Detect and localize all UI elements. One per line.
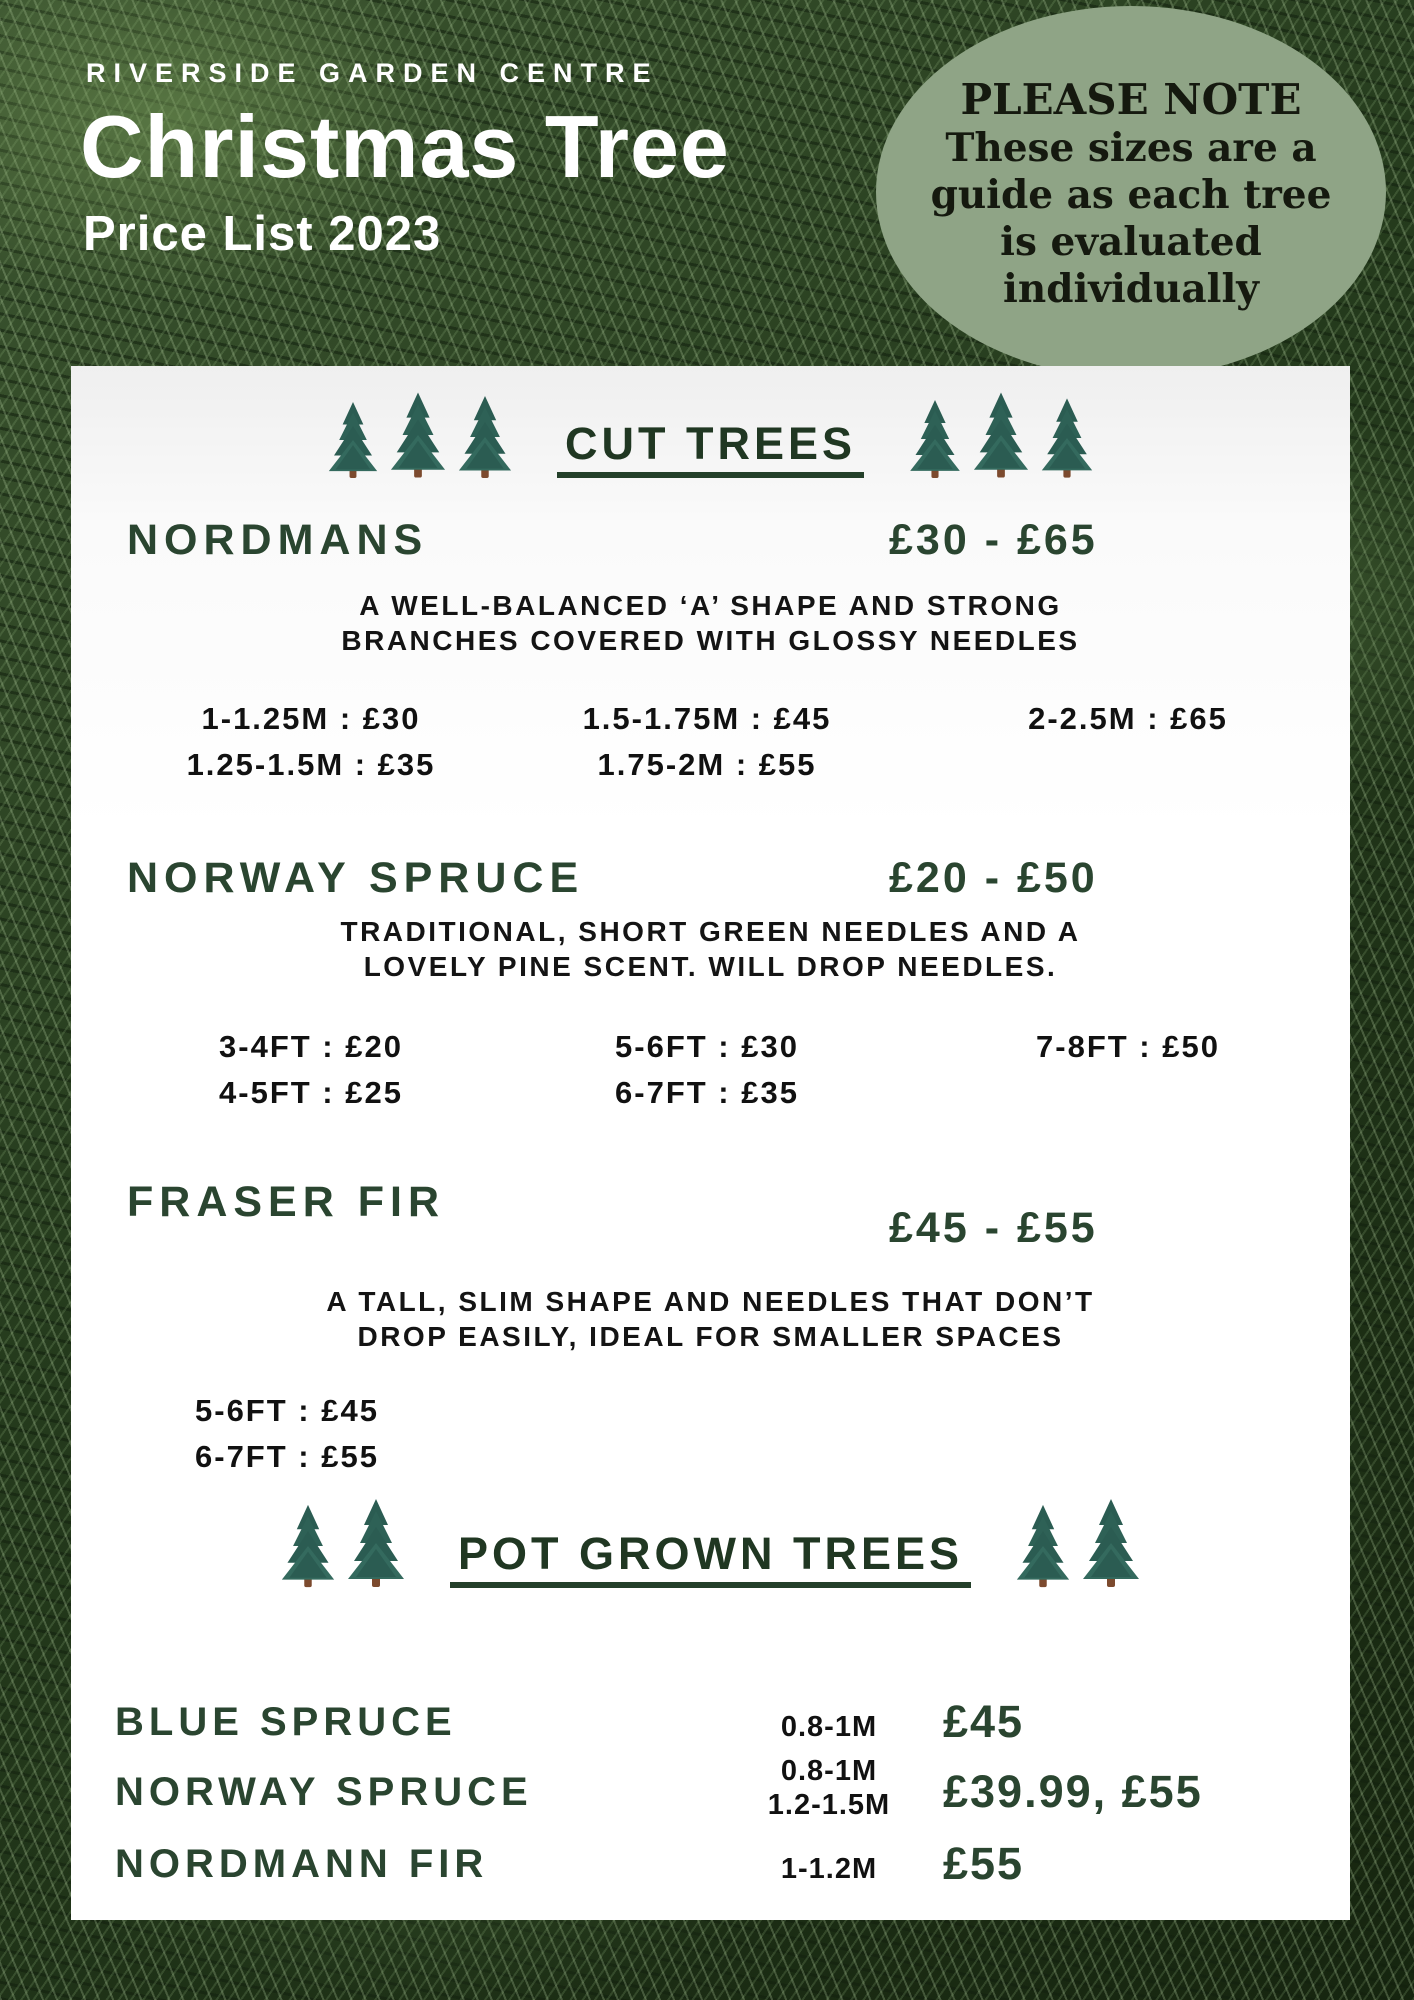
species-description	[71, 914, 1350, 984]
price-column	[121, 696, 501, 788]
note-line: guide as each tree	[930, 172, 1332, 218]
note-line: These sizes are a	[945, 125, 1317, 171]
pot-size: 0.8-1M	[780, 1711, 878, 1743]
size-price: 1-1.25M : £30	[201, 701, 421, 736]
size-price: 1.75-2M : £55	[597, 747, 817, 782]
species-name-nordmans: NORDMANS	[127, 516, 429, 564]
tree-icon-group-right	[908, 392, 1094, 478]
price-column	[121, 1024, 501, 1116]
pot-row-norway-spruce	[71, 1755, 1350, 1842]
description-line: BRANCHES COVERED WITH GLOSSY NEEDLES	[341, 625, 1080, 656]
cut-trees-heading: CUT TREES	[557, 421, 864, 478]
pot-species-name: BLUE SPRUCE	[115, 1700, 457, 1744]
note-title: PLEASE NOTE	[960, 75, 1302, 124]
description-line: A TALL, SLIM SHAPE AND NEEDLES THAT DON’T	[326, 1286, 1095, 1317]
description-line: DROP EASILY, IDEAL FOR SMALLER SPACES	[357, 1321, 1064, 1352]
size-price: 5-6FT : £30	[615, 1029, 799, 1064]
brand-name: RIVERSIDE GARDEN CENTRE	[86, 58, 659, 88]
pot-price: £39.99, £55	[943, 1766, 1203, 1817]
pot-species-name: NORWAY SPRUCE	[115, 1770, 533, 1814]
pine-tree-icon	[1081, 1498, 1141, 1588]
size-price: 2-2.5M : £65	[1028, 701, 1228, 736]
pine-tree-icon	[346, 1498, 406, 1588]
price-column	[517, 1024, 897, 1116]
pot-size	[719, 1754, 939, 1822]
pot-grown-header	[71, 1498, 1350, 1588]
poster-subtitle: Price List 2023	[83, 207, 442, 261]
tree-icon-group-left	[327, 392, 513, 478]
description-line: TRADITIONAL, SHORT GREEN NEEDLES AND A	[340, 916, 1081, 947]
size-price: 6-7FT : £55	[195, 1439, 379, 1474]
tree-icon-group-left	[280, 1498, 406, 1588]
species-name-norway-spruce: NORWAY SPRUCE	[127, 854, 585, 902]
pine-tree-icon	[1040, 398, 1094, 478]
size-price: 6-7FT : £35	[615, 1075, 799, 1110]
price-column	[195, 1388, 615, 1480]
pine-tree-icon	[327, 402, 379, 478]
pine-tree-icon	[908, 400, 962, 478]
description-line: LOVELY PINE SCENT. WILL DROP NEEDLES.	[363, 951, 1058, 982]
pot-price: £55	[943, 1838, 1025, 1889]
species-price-range: £30 - £65	[889, 516, 1098, 564]
size-price: 5-6FT : £45	[195, 1393, 379, 1428]
size-price: 4-5FT : £25	[219, 1075, 403, 1110]
size-price: 1.25-1.5M : £35	[186, 747, 436, 782]
size-price: 3-4FT : £20	[219, 1029, 403, 1064]
price-column	[938, 696, 1318, 742]
note-line: individually	[1003, 266, 1259, 312]
cut-trees-header	[71, 392, 1350, 478]
pot-price: £45	[943, 1696, 1025, 1747]
description-line: A WELL-BALANCED ‘A’ SHAPE AND STRONG	[359, 590, 1062, 621]
pot-grown-heading: POT GROWN TREES	[450, 1531, 971, 1588]
pot-size: 1-1.2M	[780, 1853, 878, 1885]
species-description	[71, 1284, 1350, 1354]
species-price-range: £20 - £50	[889, 854, 1098, 902]
pot-size-line: 0.8-1M	[780, 1755, 878, 1787]
pot-row-blue-spruce	[71, 1696, 1350, 1772]
tree-icon-group-right	[1015, 1498, 1141, 1588]
species-price-range: £45 - £55	[889, 1204, 1098, 1252]
species-description	[71, 588, 1350, 658]
pine-tree-icon	[1015, 1504, 1071, 1588]
size-price: 7-8FT : £50	[1036, 1029, 1220, 1064]
poster-title: Christmas Tree	[80, 97, 730, 196]
price-card	[71, 366, 1350, 1920]
pine-tree-icon	[389, 392, 447, 478]
pot-row-nordmann-fir	[71, 1838, 1350, 1914]
note-line: is evaluated	[1000, 219, 1262, 265]
size-price: 1.5-1.75M : £45	[582, 701, 832, 736]
price-column	[938, 1024, 1318, 1070]
pine-tree-icon	[457, 396, 513, 478]
pine-tree-icon	[280, 1504, 336, 1588]
note-oval	[876, 6, 1386, 378]
species-name-fraser-fir: FRASER FIR	[127, 1178, 445, 1226]
pine-tree-icon	[972, 392, 1030, 478]
pot-size-line: 1.2-1.5M	[767, 1789, 891, 1821]
price-column	[517, 696, 897, 788]
pot-species-name: NORDMANN FIR	[115, 1842, 489, 1886]
